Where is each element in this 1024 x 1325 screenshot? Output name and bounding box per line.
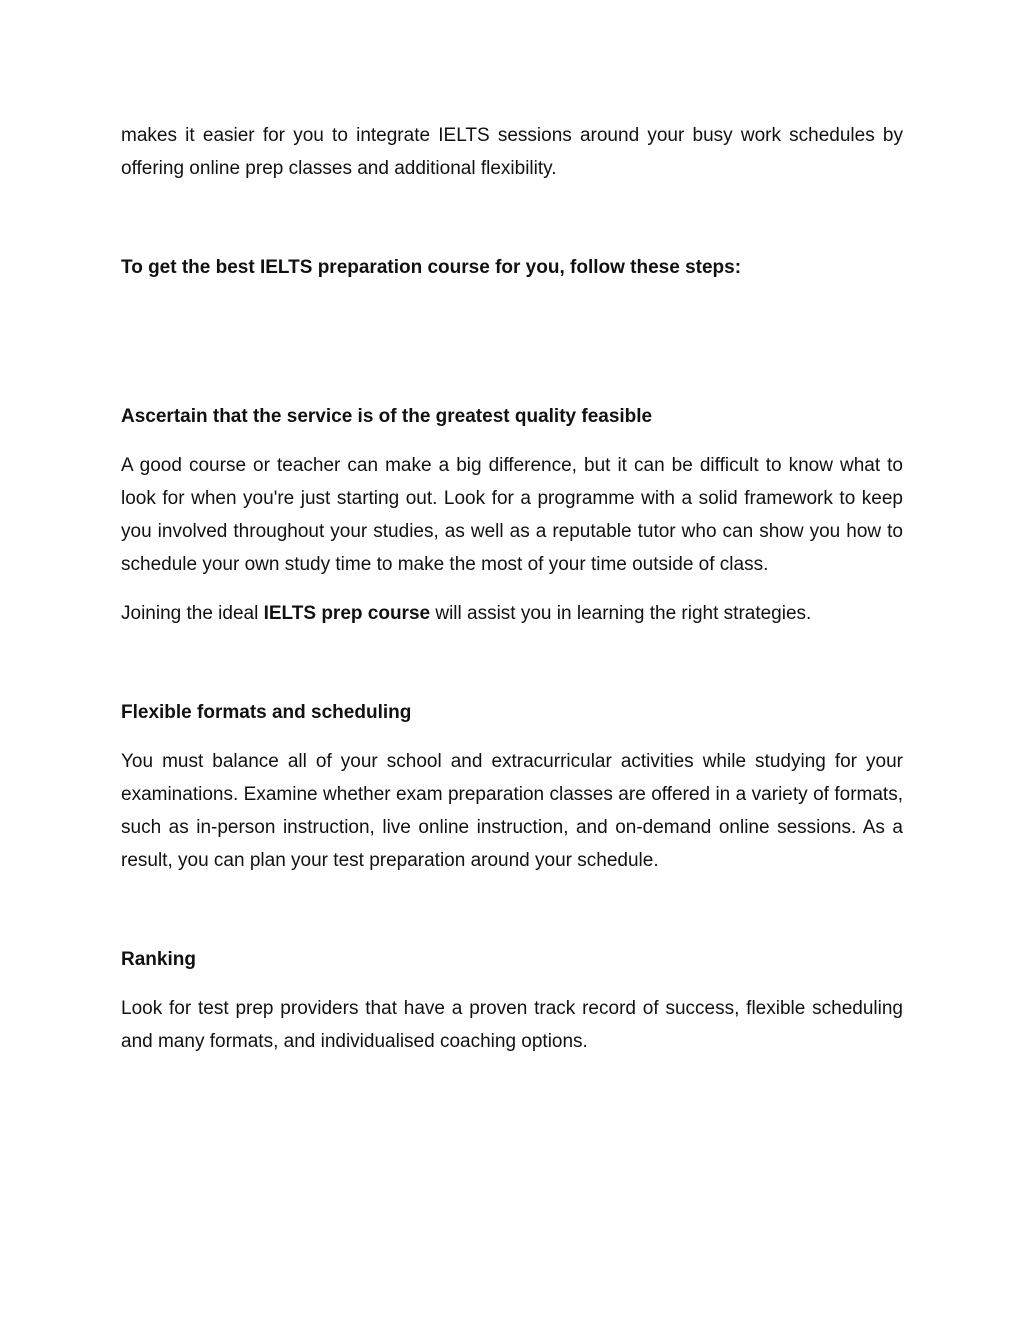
joining-text-start: Joining the ideal (121, 603, 264, 624)
section-ranking-heading: Ranking (121, 949, 196, 970)
section-flexible-body: You must balance all of your school and extracurricular activities while studying for your examinations. Examine whether exam preparation classes are offered in a variety of formats, such as in-person instruction, live online instruction, and on-demand online sessions. As a result, you can plan your test preparation around your schedule. (121, 751, 903, 871)
joining-paragraph (121, 597, 903, 630)
joining-text-end: will assist you in learning the right strategies. (430, 603, 812, 624)
section-flexible-heading: Flexible formats and scheduling (121, 702, 412, 723)
section-quality-heading: Ascertain that the service is of the greatest quality feasible (121, 406, 653, 427)
steps-heading: To get the best IELTS preparation course for you, follow these steps: (121, 257, 742, 278)
document-content (121, 119, 903, 1058)
section-ranking-body: Look for test prep providers that have a proven track record of success, flexible scheduling and many formats, and individualised coaching options. (121, 998, 903, 1052)
ielts-prep-course-bold: IELTS prep course (263, 603, 431, 624)
section-quality-body: A good course or teacher can make a big difference, but it can be difficult to know what to look for when you're just starting out. Look for a programme with a solid framework to keep you involved throughout your studies, as well as a reputable tutor who can show you how to schedule your own study time to make the most of your time outside of class. (121, 455, 903, 575)
intro-paragraph: makes it easier for you to integrate IELTS sessions around your busy work schedules by offering online prep classes and additional flexibility. (121, 125, 903, 179)
